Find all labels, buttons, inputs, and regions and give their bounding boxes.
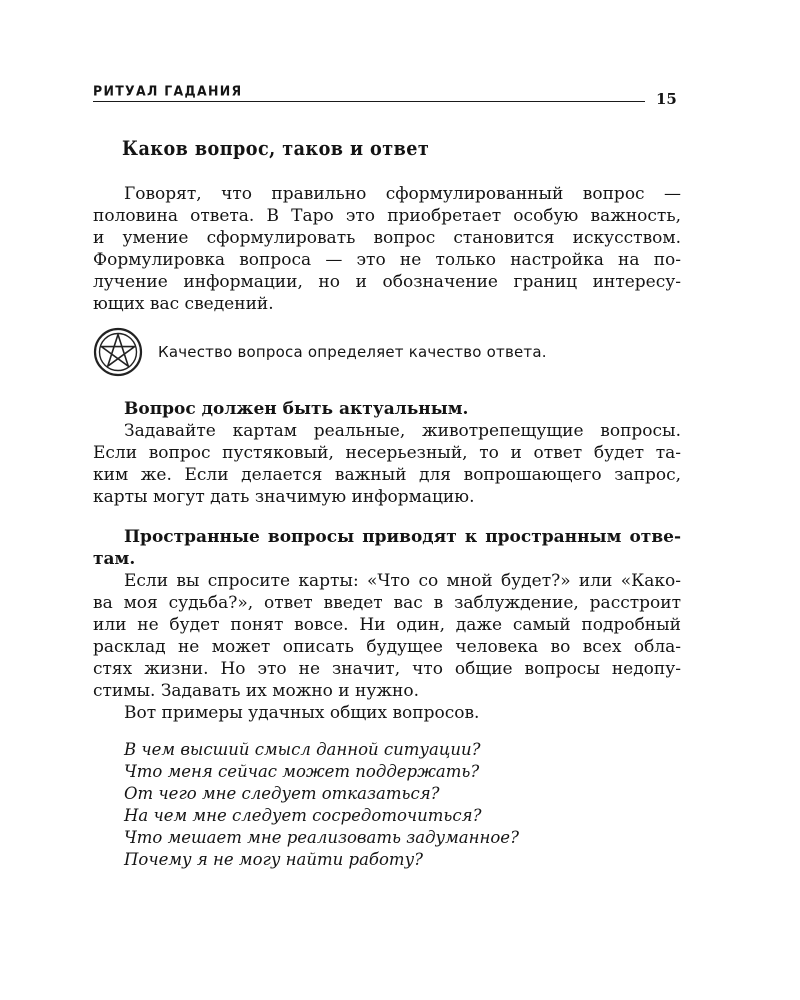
page-number: 15 [656,90,677,108]
text-line: стимы. Задавать их можно и нужно. [93,681,419,701]
pentacle-icon [93,327,143,377]
example-question: В чем высший смысл данной ситуации? [124,740,481,759]
running-head: РИТУАЛ ГАДАНИЯ [93,83,243,99]
section-actual [93,398,681,508]
text-line: расклад не может описать будущее человека во всех обла- [93,637,681,657]
section-vague [93,526,681,724]
text-line: Формулировка вопроса — это не только настройка на по- [93,250,681,270]
section-heading-continued: там. [93,549,136,569]
example-questions [124,739,519,871]
example-question: На чем мне следует сосредоточиться? [124,806,482,825]
text-line: Вот примеры удачных общих вопросов. [124,703,480,723]
text-line: Задавайте картам реальные, животрепещущие вопросы. [124,421,681,441]
text-line: и умение сформулировать вопрос становится искусством. [93,228,681,248]
text-line: Говорят, что правильно сформулированный вопрос — [124,184,681,204]
text-line: Если вы спросите карты: «Что со мной будет?» или «Како- [124,571,681,591]
example-question: Что мешает мне реализовать задуманное? [124,828,519,847]
header-rule [93,101,645,102]
text-line: или не будет понят вовсе. Ни один, даже самый подробный [93,615,681,635]
text-line: половина ответа. В Таро это приобретает особую важность, [93,206,681,226]
example-question: Почему я не могу найти работу? [124,850,423,869]
text-line: ким же. Если делается важный для вопрошающего запрос, [93,465,681,485]
callout [93,327,681,377]
text-line: карты могут дать значимую информацию. [93,487,475,507]
text-line: стях жизни. Но это не значит, что общие вопросы недопу- [93,659,681,679]
text-line: ющих вас сведений. [93,294,274,314]
text-line: ва моя судьба?», ответ введет вас в заблуждение, расстроит [93,593,681,613]
example-question: От чего мне следует отказаться? [124,784,440,803]
section-heading: Пространные вопросы приводят к пространным отве- [124,527,681,547]
section-heading: Вопрос должен быть актуальным. [124,399,469,419]
section-title: Каков вопрос, таков и ответ [122,136,430,160]
callout-text: Качество вопроса определяет качество ответа. [158,343,547,361]
text-line: Если вопрос пустяковый, несерьезный, то и ответ будет та- [93,443,681,463]
text-line: лучение информации, но и обозначение границ интересу- [93,272,681,292]
intro-paragraph [93,183,681,315]
example-question: Что меня сейчас может поддержать? [124,762,480,781]
